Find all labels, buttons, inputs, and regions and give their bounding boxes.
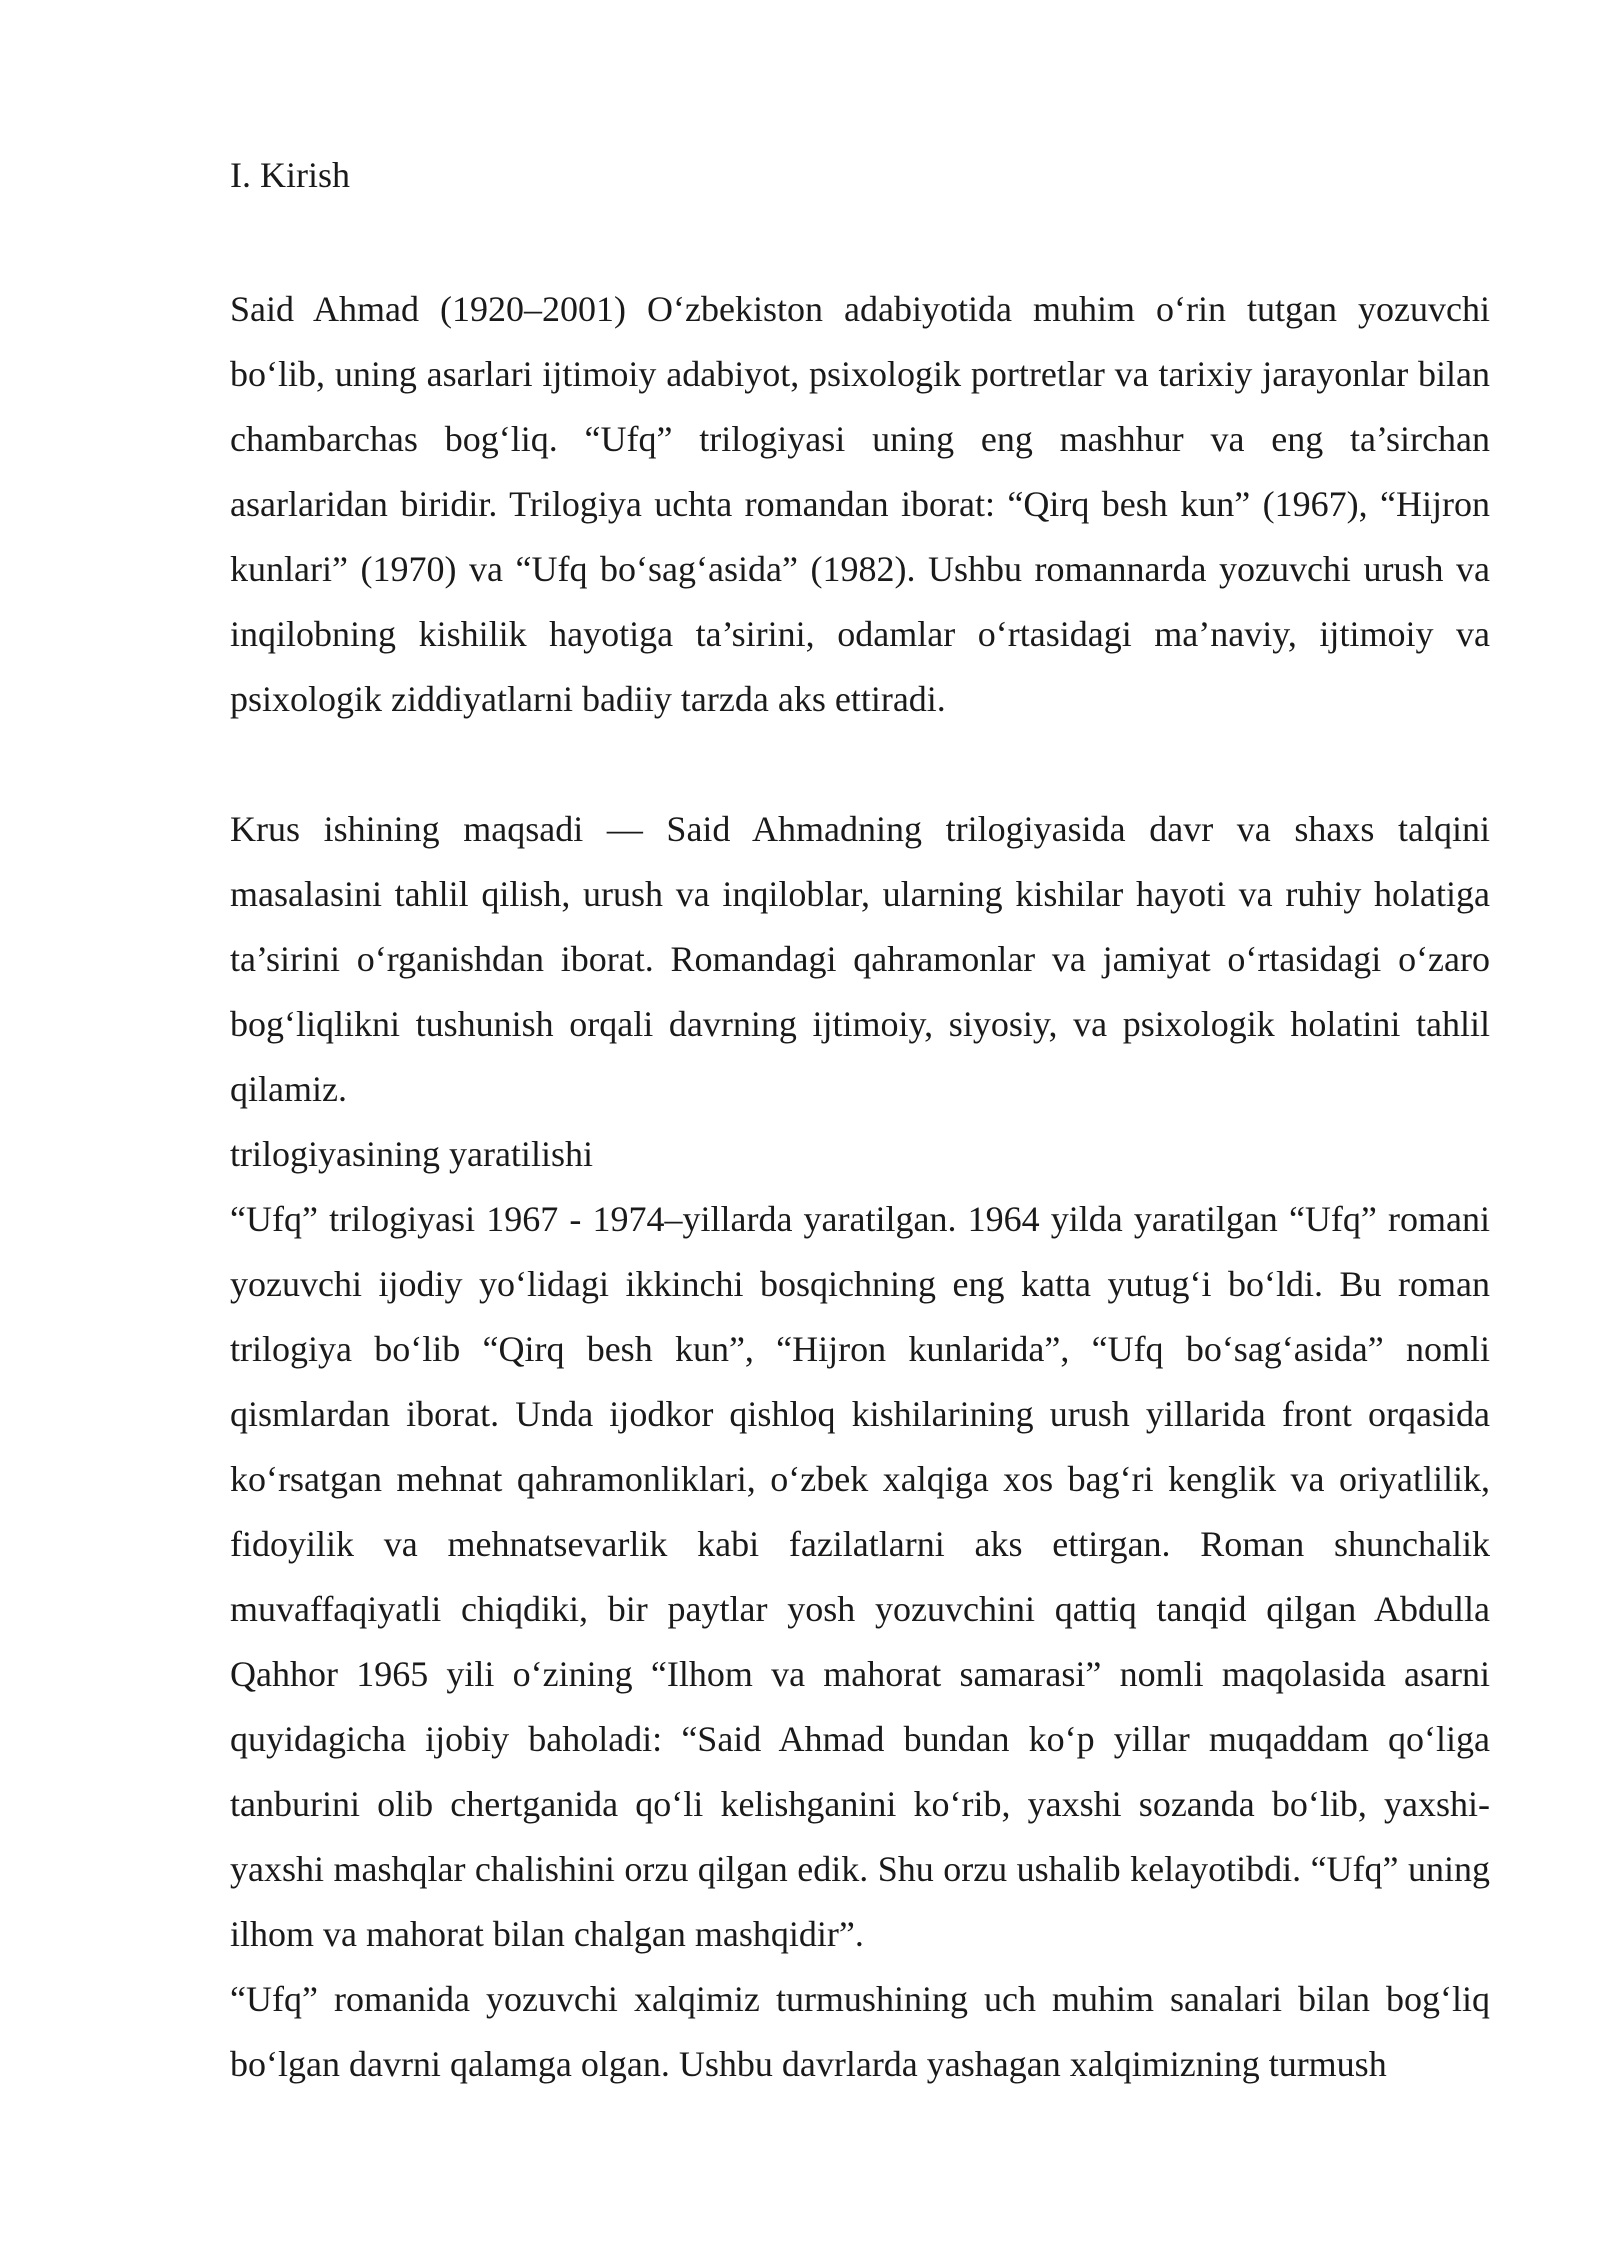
subsection-title: trilogiyasining yaratilishi bbox=[230, 1134, 593, 1174]
spacer bbox=[230, 202, 1490, 277]
creation-paragraph: “Ufq” trilogiyasi 1967 - 1974–yillarda yaratilgan. 1964 yilda yaratilgan “Ufq” romani yozuvchi ijodiy yo‘lidagi ikkinchi bosqichning eng katta yutug‘i bo‘ldi. Bu roman trilogiya bo‘lib “Qirq besh kun”, “Hijron kunlarida”, “Ufq bo‘sag‘asida” nomli qismlardan iborat. Unda ijodkor qishloq kishilarining urush yillarida front orqasida ko‘rsatgan mehnat qahramonliklari, o‘zbek xalqiga xos bag‘ri kenglik va oriyatlilik, fidoyilik va mehnatsevarlik kabi fazilatlarni aks ettirgan. Roman shunchalik muvaffaqiyatli chiqdiki, bir paytlar yosh yozuvchini qattiq tanqid qilgan Abdulla Qahhor 1965 yili o‘zining “Ilhom va mahorat samarasi” nomli maqolasida asarni quyidagicha ijobiy baholadi: “Said Ahmad bundan ko‘p yillar muqaddam qo‘liga tanburini olib chertganida qo‘li kelishganini ko‘rib, yaxshi sozanda bo‘lib, yaxshi-yaxshi mashqlar chalishini orzu qilgan edik. Shu orzu ushalib kelayotibdi. “Ufq” uning ilhom va mahorat bilan chalgan mashqidir”. bbox=[230, 1199, 1490, 1954]
intro-paragraph: Said Ahmad (1920–2001) O‘zbekiston adabiyotida muhim o‘rin tutgan yozuvchi bo‘lib, uning asarlari ijtimoiy adabiyot, psixologik portretlar va tarixiy jarayonlar bilan chambarchas bog‘liq. “Ufq” trilogiyasi uning eng mashhur va eng ta’sirchan asarlaridan biridir. Trilogiya uchta romandan iborat: “Qirq besh kun” (1967), “Hijron kunlari” (1970) va “Ufq bo‘sag‘asida” (1982). Ushbu romannarda yozuvchi urush va inqilobning kishilik hayotiga ta’sirini, odamlar o‘rtasidagi ma’naviy, ijtimoiy va psixologik ziddiyatlarni badiiy tarzda aks ettiradi. bbox=[230, 289, 1490, 719]
purpose-paragraph: Krus ishining maqsadi — Said Ahmadning trilogiyasida davr va shaxs talqini masalasini tahlil qilish, urush va inqiloblar, ularning kishilar hayoti va ruhiy holatiga ta’sirini o‘rganishdan iborat. Romandagi qahramonlar va jamiyat o‘rtasidagi o‘zaro bog‘liqlikni tushunish orqali davrning ijtimoiy, siyosiy, va psixologik holatini tahlil qilamiz. bbox=[230, 809, 1490, 1109]
spacer bbox=[230, 732, 1490, 797]
continuation-paragraph: “Ufq” romanida yozuvchi xalqimiz turmushining uch muhim sanalari bilan bog‘liq bo‘lgan davrni qalamga olgan. Ushbu davrlarda yashagan xalqimizning turmush bbox=[230, 1979, 1490, 2084]
document-page bbox=[230, 148, 1490, 2097]
section-title: I. Kirish bbox=[230, 155, 350, 195]
